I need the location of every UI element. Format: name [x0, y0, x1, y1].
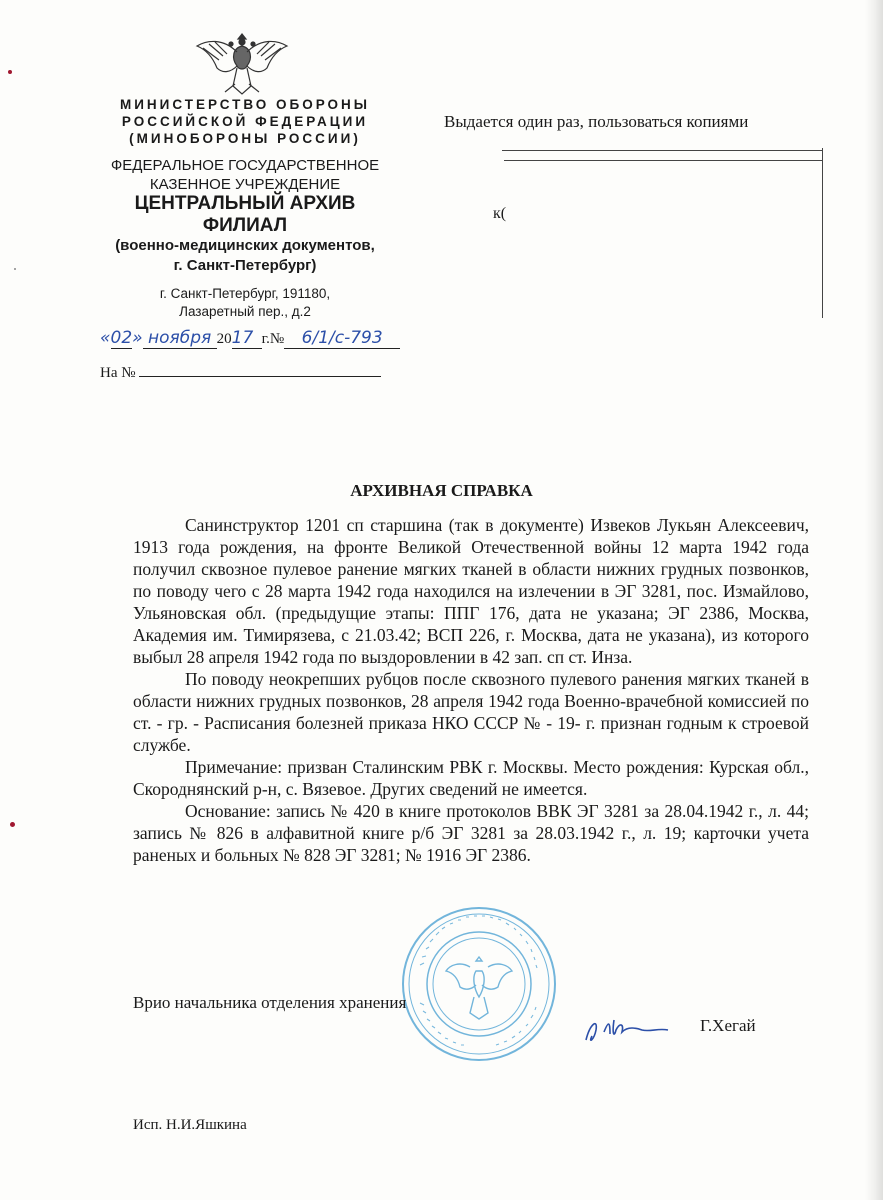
- scan-speck: [14, 268, 16, 270]
- ministry-block: [100, 96, 390, 147]
- date-year-suffix: 17: [232, 328, 262, 349]
- scan-speck: [8, 70, 12, 74]
- ministry-line-3: (МИНОБОРОНЫ РОССИИ): [129, 131, 361, 146]
- date-month: ноября: [143, 328, 217, 349]
- address-line-1: г. Санкт-Петербург, 191180,: [159, 286, 331, 301]
- document-body: [133, 514, 809, 866]
- department-block: [100, 236, 390, 276]
- date-close-quote: »: [132, 328, 143, 348]
- round-seal-stamp-icon: [400, 905, 558, 1063]
- institution-line-2: КАЗЕННОЕ УЧРЕЖДЕНИЕ: [149, 176, 341, 193]
- date-year-prefix: 20: [216, 331, 232, 347]
- body-paragraph-commission: По поводу неокрепших рубцов после сквозного пулевого ранения мягких тканей в области нижних грудных позвонков, 28 апреля 1942 года Военно-врачебной комиссией по ст. - гр. - Расписания болезней приказа НКО СССР № - 19- г. признан годным к строевой службе.: [133, 669, 809, 755]
- signatory-position: Врио начальника отделения хранения: [133, 993, 407, 1012]
- double-headed-eagle-emblem-icon: [193, 28, 291, 98]
- date-year-mark: г.: [261, 331, 270, 347]
- doc-number: 6/1/с-793: [284, 328, 400, 349]
- date-day: 02: [110, 328, 133, 348]
- department-line-1: (военно-медицинских документов,: [115, 237, 375, 254]
- date-number-line: [100, 328, 400, 349]
- overlay-rule-top: [502, 150, 822, 151]
- scan-edge-shadow: [865, 0, 883, 1200]
- reference-number-blank: [139, 362, 381, 377]
- archive-line-1: ЦЕНТРАЛЬНЫЙ АРХИВ: [134, 193, 356, 214]
- body-paragraph-main: Санинструктор 1201 сп старшина (так в документе) Извеков Лукьян Алексеевич, 1913 года рождения, на фронте Великой Отечественной войны 12 марта 1942 года получил сквозное пулевое ранение мягких тканей в области нижних грудных позвонков, по поводу чего с 28 марта 1942 года находился на излечении в ЭГ 3281, пос. Измайлово, Ульяновская обл. (предыдущие этапы: ППГ 176, дата не указана; ЭГ 2386, Москва, Академия им. Тимирязева, с 21.03.42; ВСП 226, г. Москва, дата не указана), из которого выбыл 28 апреля 1942 года по выздоровлении в 42 зап. сп ст. Инза.: [133, 515, 809, 667]
- institution-block: [100, 156, 390, 194]
- doc-number-label: №: [269, 331, 285, 347]
- ministry-line-1: МИНИСТЕРСТВО ОБОРОНЫ: [119, 97, 371, 112]
- issued-once-note: Выдается один раз, пользоваться копиями: [444, 112, 749, 131]
- ministry-line-2: РОССИЙСКОЙ ФЕДЕРАЦИИ: [121, 114, 369, 129]
- department-line-2: г. Санкт-Петербург): [173, 257, 317, 274]
- handwritten-signature-icon: [580, 1010, 680, 1050]
- covered-text-fragment: к(: [493, 205, 507, 222]
- institution-line-1: ФЕДЕРАЛЬНОЕ ГОСУДАРСТВЕННОЕ: [110, 157, 380, 174]
- executor-line: Исп. Н.И.Яшкина: [133, 1117, 247, 1133]
- address-line-2: Лазаретный пер., д.2: [179, 304, 311, 319]
- archive-block: [100, 193, 390, 237]
- body-paragraph-note: Примечание: призван Сталинским РВК г. Москвы. Место рождения: Курская обл., Скороднянский р-н, с. Вязевое. Других сведений не имеется.: [133, 757, 809, 799]
- scan-speck: [10, 822, 15, 827]
- body-paragraph-basis: Основание: запись № 420 в книге протоколов ВВК ЭГ 3281 за 28.04.1942 г., л. 44; запись № 826 в алфавитной книге р/б ЭГ 3281 за 28.03.1942 г., л. 19; карточки учета раненых и больных № 828 ЭГ 3281; № 1916 ЭГ 2386.: [133, 801, 809, 865]
- document-title: АРХИВНАЯ СПРАВКА: [350, 481, 533, 500]
- signatory-name: Г.Хегай: [700, 1016, 756, 1035]
- overlay-rule-vertical: [822, 148, 823, 318]
- reference-number-line: [100, 362, 381, 382]
- overlay-rule-second: [504, 160, 822, 161]
- date-open-quote: «: [100, 328, 111, 348]
- archive-line-2: ФИЛИАЛ: [202, 215, 288, 236]
- reference-number-label: На №: [100, 365, 136, 381]
- address-block: [100, 285, 390, 321]
